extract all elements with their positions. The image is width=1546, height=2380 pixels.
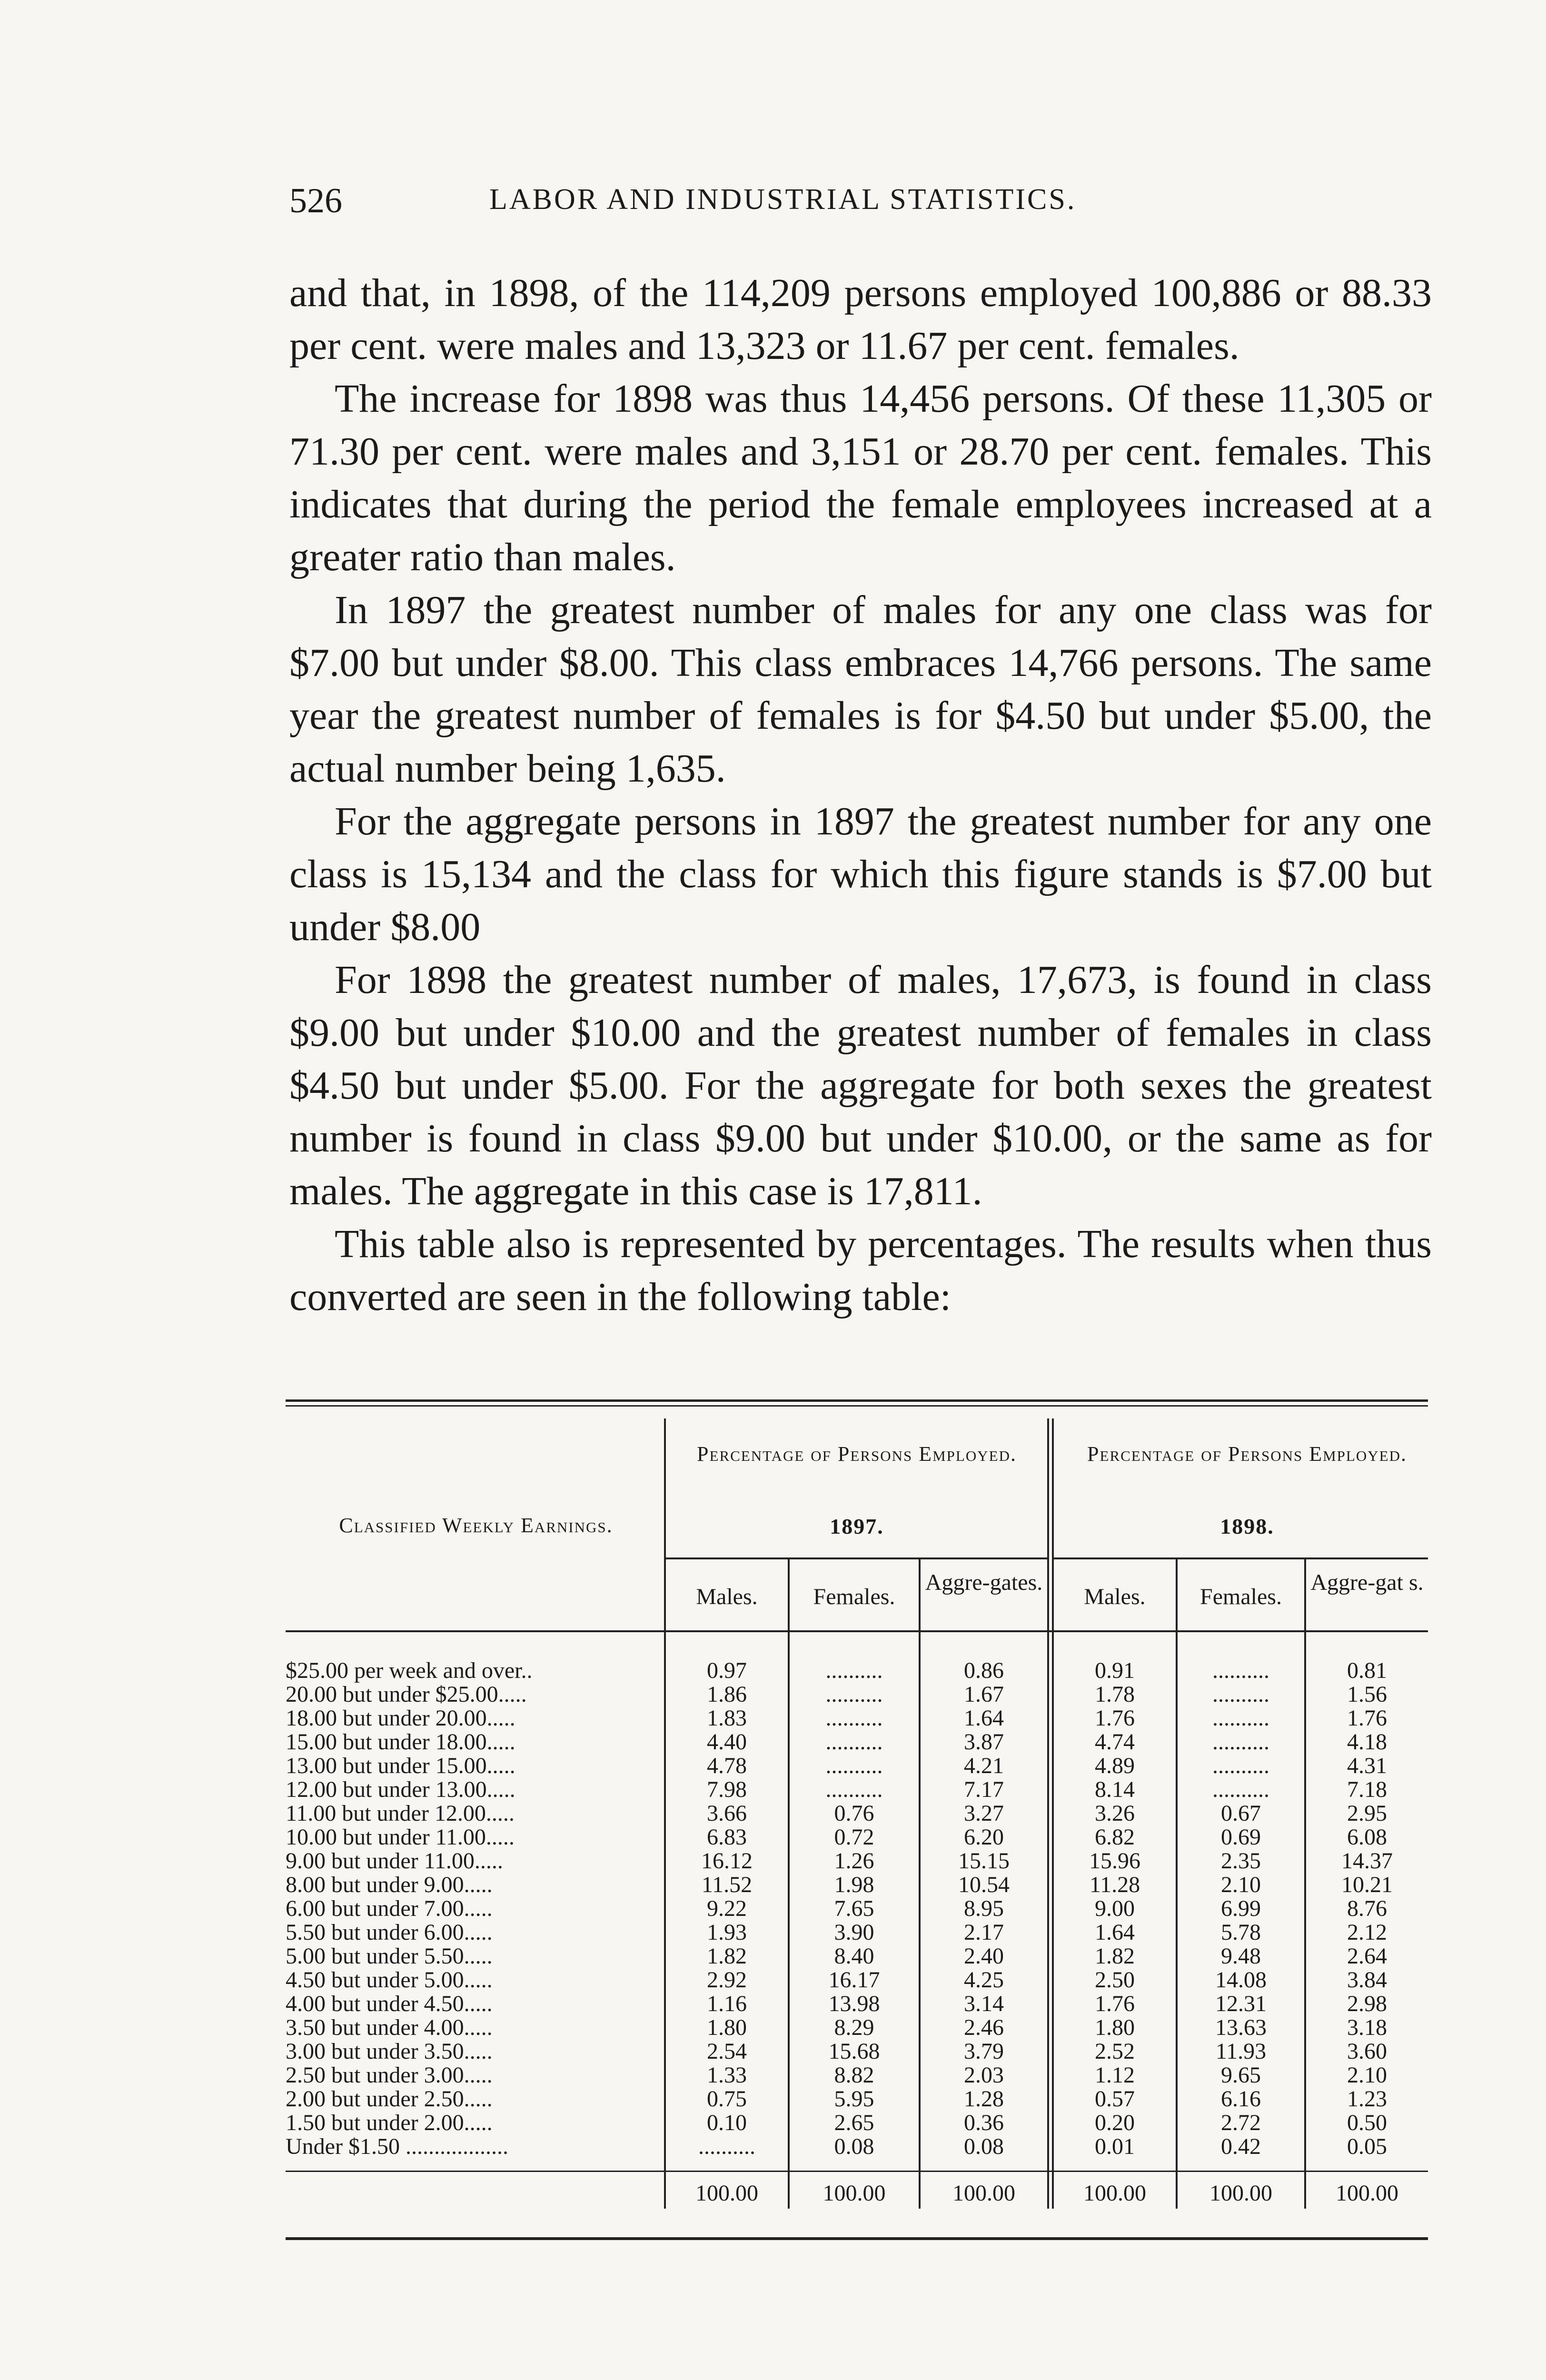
- paragraph: For 1898 the greatest number of males, 17,673, is found in class $9.00 but under $10.00 and the greatest number of females in class $4.50 but under $5.00. For the aggregate for both sexes the greatest number is found in class $9.00 but under $10.00, or the same as for males. The aggregate in this case is 17,811.: [289, 958, 1432, 1213]
- cell: 3.26: [1095, 1801, 1135, 1826]
- total-cell: 100.00: [695, 2181, 758, 2206]
- header-rule: [1053, 1557, 1428, 1559]
- cell: 10.54: [958, 1872, 1010, 1897]
- row-label: 9.00 but under 11.00.....: [286, 1849, 503, 1873]
- cell: 3.87: [964, 1729, 1004, 1755]
- cell: 2.40: [964, 1944, 1004, 1969]
- cell: 1.82: [1095, 1944, 1135, 1969]
- row-label: 5.50 but under 6.00.....: [286, 1921, 493, 1944]
- cell: 2.72: [1221, 2110, 1261, 2135]
- table-top-rule-thin: [286, 1405, 1428, 1407]
- group-year-1898: 1898.: [1220, 1514, 1274, 1538]
- body-text: [289, 267, 1432, 1323]
- cell: ..........: [698, 2134, 755, 2159]
- cell: 13.98: [828, 1991, 880, 2016]
- cell: 1.98: [834, 1872, 874, 1897]
- row-label: 6.00 but under 7.00.....: [286, 1897, 493, 1921]
- cell: 0.81: [1347, 1658, 1387, 1683]
- cell: 0.69: [1221, 1825, 1261, 1850]
- group-title-1897: Percentage of Persons Employed.: [697, 1442, 1017, 1466]
- cell: ..........: [1212, 1706, 1269, 1731]
- cell: 0.91: [1095, 1658, 1135, 1683]
- cell: ..........: [825, 1658, 883, 1683]
- table-row: [286, 1944, 1428, 1968]
- cell: 4.74: [1095, 1729, 1135, 1755]
- table-row: [286, 1754, 1428, 1778]
- row-label: 13.00 but under 15.00.....: [286, 1754, 515, 1778]
- cell: 6.08: [1347, 1825, 1387, 1850]
- cell: 9.00: [1095, 1896, 1135, 1921]
- cell: 2.98: [1347, 1991, 1387, 2016]
- total-cell: 100.00: [1209, 2181, 1272, 2206]
- row-header: Classified Weekly Earnings.: [339, 1514, 613, 1537]
- total-cell: 100.00: [952, 2181, 1015, 2206]
- row-label: 2.50 but under 3.00.....: [286, 2063, 493, 2087]
- paragraph: For the aggregate persons in 1897 the greatest number for any one class is 15,134 and the class for which this figure stands is $7.00 but under $8.00: [289, 799, 1432, 949]
- cell: 11.52: [701, 1872, 753, 1897]
- cell: 0.76: [834, 1801, 874, 1826]
- cell: 7.17: [964, 1777, 1004, 1802]
- cell: 0.50: [1347, 2110, 1387, 2135]
- row-label: 11.00 but under 12.00.....: [286, 1802, 515, 1825]
- row-label: Under $1.50 ..................: [286, 2135, 508, 2159]
- cell: ..........: [825, 1706, 883, 1731]
- cell: 1.86: [707, 1682, 747, 1707]
- cell: 2.10: [1221, 1872, 1261, 1897]
- cell: ..........: [825, 1753, 883, 1778]
- cell: 0.42: [1221, 2134, 1261, 2159]
- table-row: [286, 2040, 1428, 2063]
- cell: 1.82: [707, 1944, 747, 1969]
- cell: 2.50: [1095, 1967, 1135, 1993]
- row-label: 4.50 but under 5.00.....: [286, 1968, 493, 1992]
- cell: 11.28: [1089, 1872, 1140, 1897]
- cell: 2.10: [1347, 2063, 1387, 2088]
- table-row: [286, 1683, 1428, 1706]
- cell: ..........: [825, 1682, 883, 1707]
- cell: 2.65: [834, 2110, 874, 2135]
- table-row: [286, 1873, 1428, 1897]
- cell: 4.18: [1347, 1729, 1387, 1755]
- cell: 3.27: [964, 1801, 1004, 1826]
- cell: 0.08: [964, 2134, 1004, 2159]
- total-cell: 100.00: [1083, 2181, 1146, 2206]
- cell: 4.31: [1347, 1753, 1387, 1778]
- table-row: [286, 2135, 1428, 2159]
- table-row: [286, 2111, 1428, 2135]
- cell: 15.96: [1089, 1848, 1140, 1874]
- page-header: [289, 181, 1432, 228]
- row-label: 4.00 but under 4.50.....: [286, 1992, 493, 2016]
- cell: 8.76: [1347, 1896, 1387, 1921]
- cell: 1.80: [707, 2015, 747, 2040]
- row-label: 20.00 but under $25.00.....: [286, 1683, 527, 1706]
- cell: 1.76: [1095, 1706, 1135, 1731]
- cell: 1.28: [964, 2086, 1004, 2112]
- row-label: 8.00 but under 9.00.....: [286, 1873, 493, 1897]
- cell: 4.25: [964, 1967, 1004, 1993]
- cell: 2.54: [707, 2039, 747, 2064]
- paragraph: and that, in 1898, of the 114,209 persons employed 100,886 or 88.33 per cent. were males and 13,323 or 11.67 per cent. females.: [289, 271, 1432, 368]
- cell: 11.93: [1215, 2039, 1267, 2064]
- row-label: 3.50 but under 4.00.....: [286, 2016, 493, 2040]
- page-number: 526: [289, 181, 342, 220]
- cell: 4.21: [964, 1753, 1004, 1778]
- cell: ..........: [825, 1729, 883, 1755]
- cell: 3.60: [1347, 2039, 1387, 2064]
- row-label: 10.00 but under 11.00.....: [286, 1825, 515, 1849]
- cell: 2.64: [1347, 1944, 1387, 1969]
- cell: ..........: [1212, 1777, 1269, 1802]
- row-label: 1.50 but under 2.00.....: [286, 2111, 493, 2135]
- table-row: [286, 1992, 1428, 2016]
- cell: 12.31: [1215, 1991, 1267, 2016]
- cell: 0.75: [707, 2086, 747, 2112]
- cell: 1.33: [707, 2063, 747, 2088]
- cell: 9.65: [1221, 2063, 1261, 2088]
- cell: 5.95: [834, 2086, 874, 2112]
- table-row: [286, 1730, 1428, 1754]
- cell: 8.29: [834, 2015, 874, 2040]
- group-title-1898: Percentage of Persons Employed.: [1087, 1442, 1407, 1466]
- cell: ..........: [825, 1777, 883, 1802]
- cell: ..........: [1212, 1729, 1269, 1755]
- cell: 2.03: [964, 2063, 1004, 2088]
- col-header-females: Females.: [813, 1584, 895, 1609]
- row-label: 15.00 but under 18.00.....: [286, 1730, 515, 1754]
- total-cell: 100.00: [823, 2181, 886, 2206]
- cell: 4.89: [1095, 1753, 1135, 1778]
- cell: 1.67: [964, 1682, 1004, 1707]
- col-header-males: Males.: [696, 1584, 758, 1609]
- cell: 0.97: [707, 1658, 747, 1683]
- table-row: [286, 1897, 1428, 1921]
- row-label: 2.00 but under 2.50.....: [286, 2087, 493, 2111]
- totals-row: [286, 2180, 1428, 2209]
- table-bottom-rule: [286, 2237, 1428, 2240]
- cell: 1.64: [964, 1706, 1004, 1731]
- cell: 1.23: [1347, 2086, 1387, 2112]
- cell: ..........: [1212, 1658, 1269, 1683]
- col-header-females: Females.: [1200, 1584, 1282, 1609]
- col-header-aggregates: Aggre-gates.: [925, 1570, 1043, 1595]
- cell: 10.21: [1341, 1872, 1393, 1897]
- cell: 15.68: [828, 2039, 880, 2064]
- cell: 14.37: [1341, 1848, 1393, 1874]
- paragraph: In 1897 the greatest number of males for any one class was for $7.00 but under $8.00. This class embraces 14,766 persons. The same year the greatest number of females is for $4.50 but under $5.00, the actual number being 1,635.: [289, 588, 1432, 791]
- cell: 1.16: [707, 1991, 747, 2016]
- cell: 2.12: [1347, 1920, 1387, 1945]
- table-row: [286, 1706, 1428, 1730]
- header-bottom-rule: [286, 1630, 1428, 1632]
- cell: 2.95: [1347, 1801, 1387, 1826]
- cell: 1.78: [1095, 1682, 1135, 1707]
- cell: 5.78: [1221, 1920, 1261, 1945]
- cell: 16.17: [828, 1967, 880, 1993]
- cell: 2.52: [1095, 2039, 1135, 2064]
- col-header-aggregates: Aggre-gat s.: [1310, 1570, 1424, 1595]
- cell: 8.14: [1095, 1777, 1135, 1802]
- cell: 1.26: [834, 1848, 874, 1874]
- cell: 0.57: [1095, 2086, 1135, 2112]
- cell: 16.12: [701, 1848, 753, 1874]
- cell: 1.12: [1095, 2063, 1135, 2088]
- cell: 2.46: [964, 2015, 1004, 2040]
- cell: 3.79: [964, 2039, 1004, 2064]
- table-row: [286, 1921, 1428, 1944]
- cell: 0.08: [834, 2134, 874, 2159]
- cell: 7.98: [707, 1777, 747, 1802]
- earnings-percentage-table: [286, 1409, 1428, 2218]
- row-label: $25.00 per week and over..: [286, 1659, 533, 1683]
- cell: 3.14: [964, 1991, 1004, 2016]
- cell: 9.22: [707, 1896, 747, 1921]
- cell: 6.83: [707, 1825, 747, 1850]
- cell: 1.83: [707, 1706, 747, 1731]
- cell: 1.93: [707, 1920, 747, 1945]
- cell: 2.17: [964, 1920, 1004, 1945]
- cell: 14.08: [1215, 1967, 1267, 1993]
- cell: 1.76: [1347, 1706, 1387, 1731]
- row-label: 3.00 but under 3.50.....: [286, 2040, 493, 2063]
- cell: 0.36: [964, 2110, 1004, 2135]
- cell: 9.48: [1221, 1944, 1261, 1969]
- cell: 1.64: [1095, 1920, 1135, 1945]
- cell: 8.95: [964, 1896, 1004, 1921]
- totals-rule: [286, 2171, 1428, 2172]
- table-row: [286, 1778, 1428, 1802]
- cell: 2.92: [707, 1967, 747, 1993]
- header-rule: [665, 1557, 1047, 1559]
- cell: 4.40: [707, 1729, 747, 1755]
- table-row: [286, 1849, 1428, 1873]
- cell: 2.35: [1221, 1848, 1261, 1874]
- cell: 0.10: [707, 2110, 747, 2135]
- cell: 0.72: [834, 1825, 874, 1850]
- row-label: 12.00 but under 13.00.....: [286, 1778, 515, 1802]
- group-year-1897: 1897.: [830, 1514, 884, 1538]
- cell: 6.20: [964, 1825, 1004, 1850]
- cell: 0.01: [1095, 2134, 1135, 2159]
- paragraph: The increase for 1898 was thus 14,456 persons. Of these 11,305 or 71.30 per cent. were males and 3,151 or 28.70 per cent. females. This indicates that during the period the female employees increased at a greater ratio than males.: [289, 377, 1432, 579]
- row-label: 5.00 but under 5.50.....: [286, 1944, 493, 1968]
- cell: 6.99: [1221, 1896, 1261, 1921]
- cell: 3.84: [1347, 1967, 1387, 1993]
- table-body: [286, 1659, 1428, 2159]
- cell: 0.20: [1095, 2110, 1135, 2135]
- table-row: [286, 2063, 1428, 2087]
- table-row: [286, 1825, 1428, 1849]
- cell: 0.05: [1347, 2134, 1387, 2159]
- cell: 3.18: [1347, 2015, 1387, 2040]
- cell: 7.18: [1347, 1777, 1387, 1802]
- cell: 3.90: [834, 1920, 874, 1945]
- cell: ..........: [1212, 1753, 1269, 1778]
- cell: 1.80: [1095, 2015, 1135, 2040]
- cell: ..........: [1212, 1682, 1269, 1707]
- cell: 8.82: [834, 2063, 874, 2088]
- running-head: LABOR AND INDUSTRIAL STATISTICS.: [489, 183, 1077, 216]
- cell: 1.56: [1347, 1682, 1387, 1707]
- cell: 0.67: [1221, 1801, 1261, 1826]
- table-row: [286, 2087, 1428, 2111]
- cell: 6.16: [1221, 2086, 1261, 2112]
- table-row: [286, 2016, 1428, 2040]
- cell: 0.86: [964, 1658, 1004, 1683]
- col-header-males: Males.: [1084, 1584, 1146, 1609]
- row-label: 18.00 but under 20.00.....: [286, 1706, 515, 1730]
- cell: 6.82: [1095, 1825, 1135, 1850]
- table-row: [286, 1659, 1428, 1683]
- paragraph: This table also is represented by percentages. The results when thus converted are seen in the following table:: [289, 1222, 1432, 1319]
- table-top-rule: [286, 1399, 1428, 1402]
- cell: 13.63: [1215, 2015, 1267, 2040]
- table-row: [286, 1802, 1428, 1825]
- cell: 3.66: [707, 1801, 747, 1826]
- cell: 8.40: [834, 1944, 874, 1969]
- table-row: [286, 1968, 1428, 1992]
- cell: 15.15: [958, 1848, 1010, 1874]
- cell: 1.76: [1095, 1991, 1135, 2016]
- cell: 7.65: [834, 1896, 874, 1921]
- cell: 4.78: [707, 1753, 747, 1778]
- total-cell: 100.00: [1336, 2181, 1398, 2206]
